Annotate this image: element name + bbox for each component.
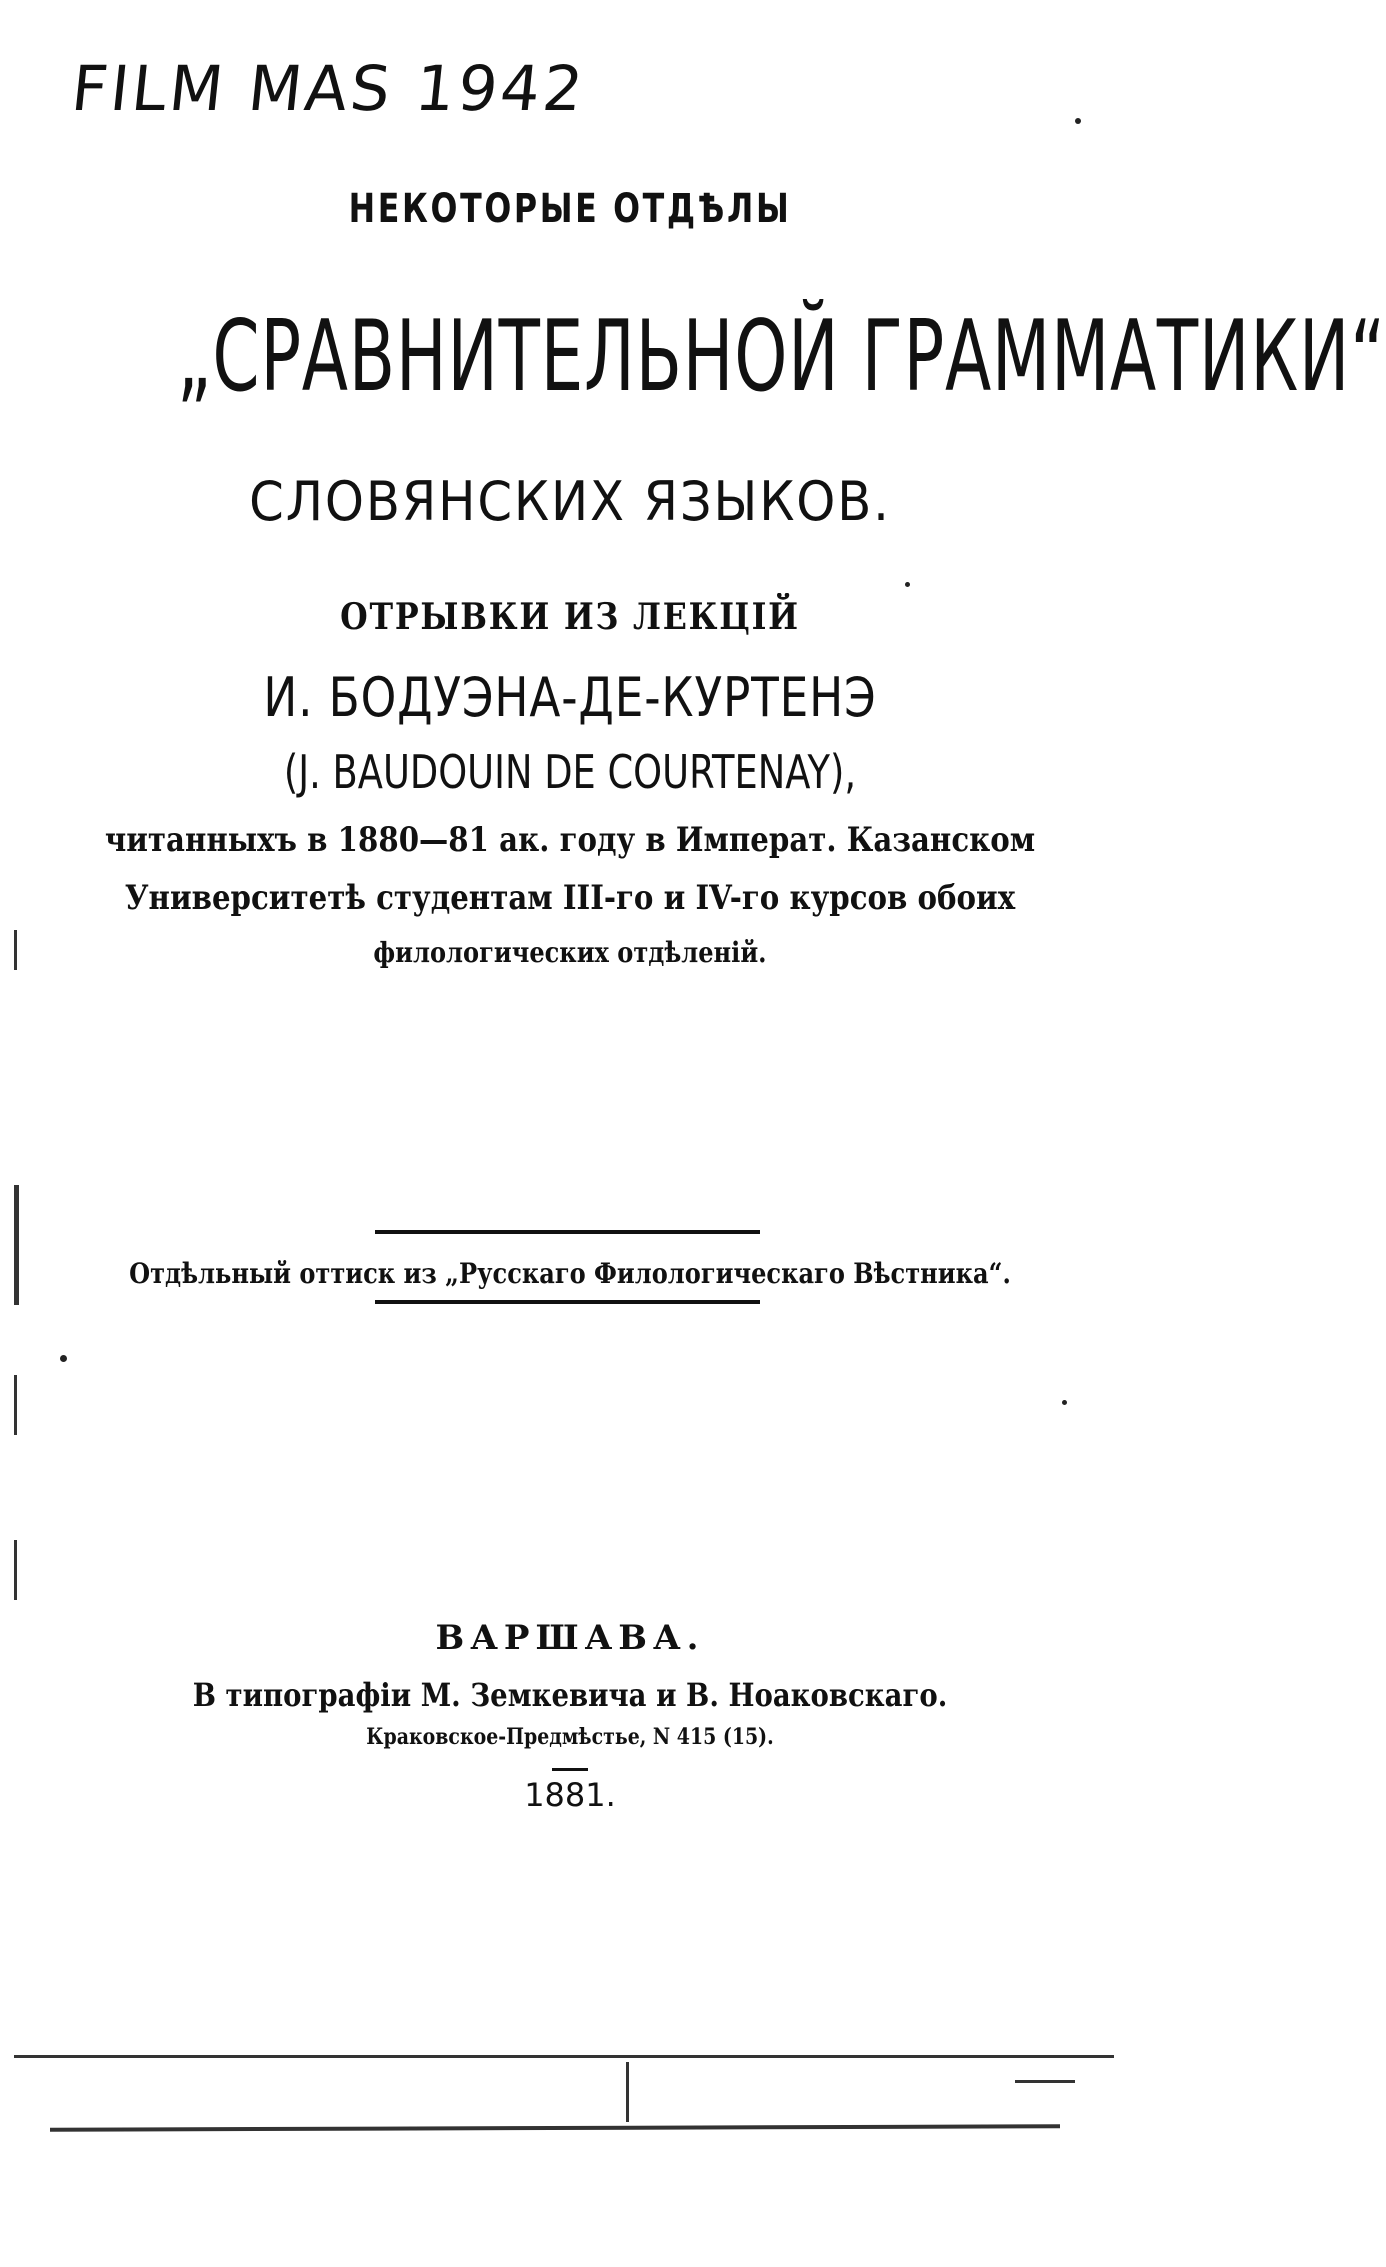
scan-artifact-left-2: [14, 1185, 19, 1305]
handwritten-annotation: FILM MAS 1942: [68, 52, 590, 125]
description-line-2: Университетѣ студентам III-го и IV-го курсов обоих: [124, 878, 1016, 918]
scan-speck: [60, 1355, 67, 1362]
scan-artifact-left-1: [14, 930, 17, 970]
description-line-1: читанныхъ в 1880—81 ак. году в Императ. Казанском: [104, 820, 1036, 860]
subtitle-excerpts: ОТРЫВКИ ИЗ ЛЕКЦІЙ: [340, 596, 800, 638]
scan-artifact-bottom-line: [14, 2055, 1114, 2058]
main-title: „СРАВНИТЕЛЬНОЙ ГРАММАТИКИ“: [176, 300, 1386, 414]
rule-below-offprint: [375, 1300, 760, 1304]
author-name-latin: (J. BAUDOUIN DE COURTENAY),: [283, 745, 857, 799]
imprint-printer: В типографіи М. Земкевича и В. Ноаковскаго.: [192, 1676, 948, 1714]
scan-speck: [1075, 118, 1081, 124]
imprint-address: Краковское-Предмѣстье, N 415 (15).: [366, 1724, 774, 1750]
imprint-city: ВАРШАВА.: [435, 1618, 705, 1658]
scan-artifact-left-4: [14, 1540, 17, 1600]
title-line-1: НЕКОТОРЫЕ ОТДѢЛЫ: [348, 186, 792, 232]
offprint-note: Отдѣльный оттиск из „Русскаго Филологическаго Вѣстника“.: [129, 1257, 1011, 1290]
author-name: И. БОДУЭНА-ДЕ-КУРТЕНЭ: [263, 666, 877, 729]
scan-artifact-bottom-mark: [626, 2062, 629, 2122]
title-line-3: СЛОВЯНСКИХ ЯЗЫКОВ.: [249, 470, 891, 533]
rule-above-year: [552, 1768, 588, 1771]
description-line-3: филологических отдѣленій.: [373, 936, 767, 969]
scan-artifact-bottom-right: [1015, 2080, 1075, 2083]
imprint-year: 1881.: [524, 1776, 616, 1814]
scan-artifact-left-3: [14, 1375, 17, 1435]
rule-above-offprint: [375, 1230, 760, 1234]
scan-speck: [1062, 1400, 1067, 1405]
scan-speck: [905, 582, 910, 587]
scan-artifact-bottom-line-2: [50, 2124, 1060, 2132]
